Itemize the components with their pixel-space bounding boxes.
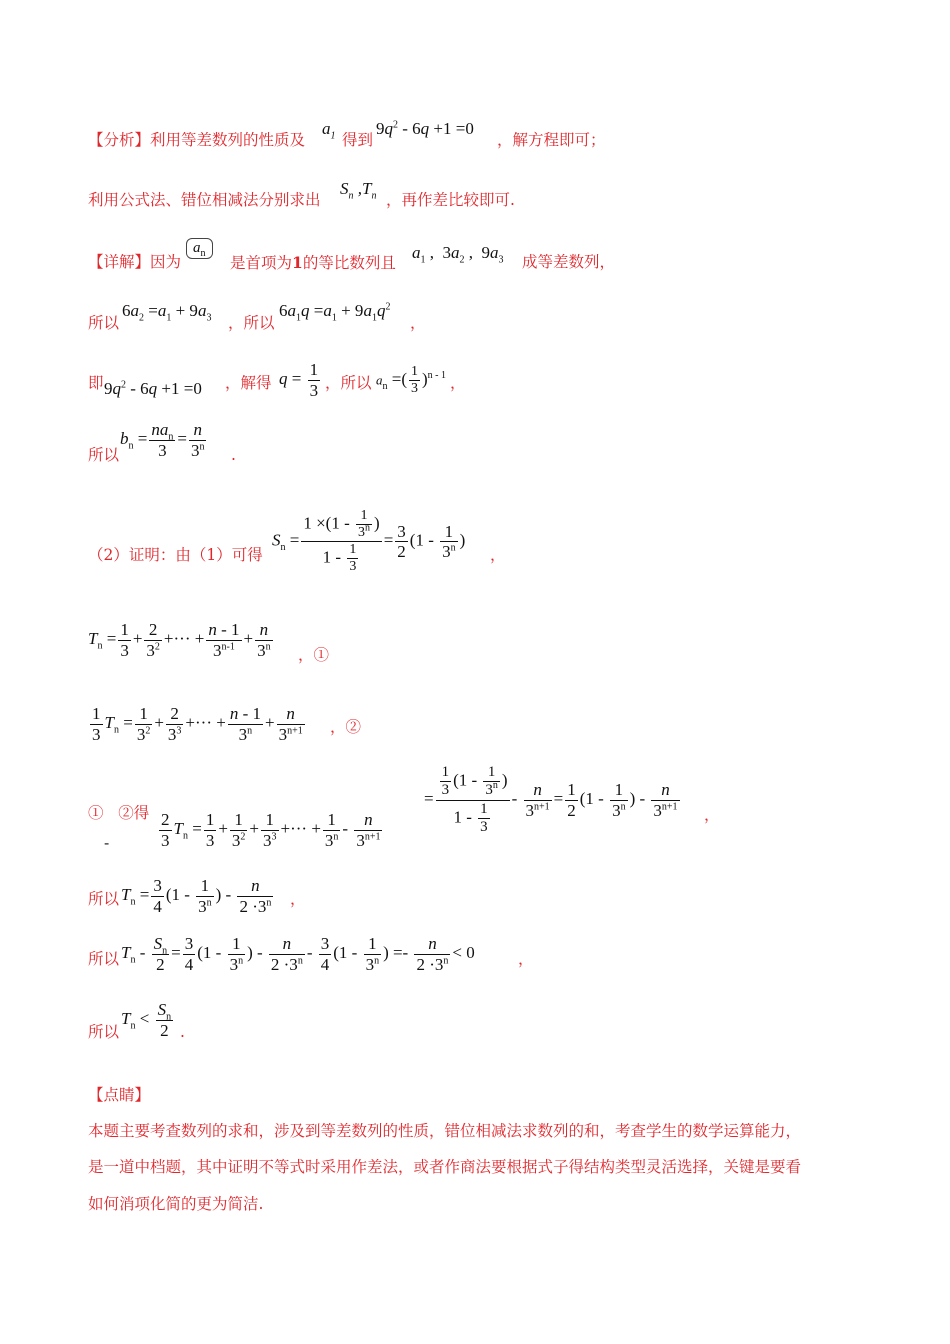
analysis-text-c: ，解方程即可；	[497, 131, 606, 149]
math-quadratic-2: $9q^2 - 6q +1 =0$	[104, 379, 202, 398]
math-sn-tn: $S_n$ $,T_n$	[340, 179, 377, 202]
review-p1: 本题主要考查数列的求和，涉及到等差数列的性质，错位相减法求数列的和，考查学生的数学运算能力，	[88, 1122, 802, 1140]
analysis-line-1	[88, 133, 305, 149]
suoyi-1: 所以	[88, 314, 120, 332]
circle-1: ，①	[298, 646, 330, 664]
math-sn: $S_n$ = 1 ×(1 - $\frac{1}{3^n}$ ) 1 - $\frac{1}{3}$ = $\frac{3}{2}$ (1 - $\frac{1}{3^n}$ )	[272, 508, 466, 575]
comma-3: ，	[490, 546, 506, 564]
period-1: .	[231, 446, 236, 464]
analysis-text-d: ，再作差比较即可.	[386, 191, 515, 209]
math-conclusion: $T_n$ < $\frac{S_n}{2}$	[121, 1000, 172, 1040]
suoyi-4: 所以	[88, 446, 120, 464]
suoyi-6: 所以	[88, 950, 120, 968]
math-third-tn: $\frac{1}{3}$ $T_n$ = $\frac{1}{3^2}$ + $\frac{2}{3^3}$ +··· + $\frac{n - 1}{3^n}$ + $\frac{n}{3^{n+1}}$	[92, 704, 303, 744]
jiede-label: ，解得	[225, 374, 272, 392]
detail-line-1-b: 是首项为1的等比数列且	[230, 253, 396, 272]
math-eq-1: $6a_2 =a_1 + 9a_3$	[122, 301, 212, 324]
math-tn: $T_n$ = $\frac{1}{3}$ + $\frac{2}{3^2}$ +··· + $\frac{n - 1}{3^{n-1}}$ + $\frac{n}{3^n}$	[88, 620, 271, 660]
math-tn-result: $T_n$ = $\frac{3}{4}$ (1 - $\frac{1}{3^n}$ ) - $\frac{n}{2 \cdot 3^n}$	[121, 876, 272, 916]
math-difference: $T_n$ - $\frac{S_n}{2}$ = $\frac{3}{4}$ (1 - $\frac{1}{3^n}$ ) - $\frac{n}{2 \cdot 3^n}$ - $\frac{3}{4}$ (1 - $\frac{1}{3^n}$ ) =- $\frac{n}{2 \cdot 3^n}$ < 0	[121, 934, 475, 974]
analysis-line-2: 利用公式法、错位相减法分别求出	[88, 191, 321, 209]
minus-dash: -	[104, 834, 110, 852]
math-a1: $a_1$	[322, 119, 336, 142]
math-two-thirds-tn-result: = $\frac{1}{3}$ (1 - $\frac{1}{3^n}$ ) 1 - $\frac{1}{3}$ - $\frac{n}{3^{n+1}}$ = $\frac{1}{2}$ (1 - $\frac{1}{3^n}$ ) - $\frac{n}{3^{n+1}}$	[424, 764, 678, 835]
comma-5: ，	[290, 890, 306, 908]
analysis-text-b: 得到	[342, 131, 374, 149]
review-tag: 【点睛】	[88, 1086, 151, 1104]
period-2: .	[180, 1023, 185, 1041]
math-q-value: q = $\frac{1}{3}$	[279, 360, 319, 400]
math-seq-an: $a_n$	[186, 238, 213, 259]
ji-label: 即	[88, 374, 104, 392]
minus-label: ① ②得	[88, 804, 150, 822]
review-p2: 是一道中档题，其中证明不等式时采用作差法，或者作商法要根据式子得结构类型灵活选择，关键是要看	[88, 1158, 802, 1176]
comma-6: ，	[518, 950, 534, 968]
detail-text-a: 因为	[150, 253, 182, 271]
suoyi-2: ，所以	[228, 314, 275, 332]
comma-4: ，	[704, 806, 720, 824]
comma-2: ，	[450, 374, 466, 392]
suoyi-5: 所以	[88, 890, 120, 908]
analysis-tag: 【分析】	[88, 131, 151, 149]
math-eq-2: $6a_1q =a_1 + 9a_1q^2$	[279, 301, 391, 324]
math-an: $a_n$ =( $\frac{1}{3}$ )$^{n - 1}$	[376, 364, 447, 397]
review-p3: 如何消项化简的更为简洁.	[88, 1195, 264, 1213]
detail-text-d: 成等差数列，	[522, 253, 616, 271]
detail-tag: 【详解】	[88, 253, 151, 271]
suoyi-3: ，所以	[325, 374, 372, 392]
suoyi-7: 所以	[88, 1023, 120, 1041]
math-two-thirds-tn: $\frac{2}{3}$ $T_n$ = $\frac{1}{3}$ + $\frac{1}{3^2}$ + $\frac{1}{3^3}$ +··· + $\frac{1}{3^n}$ - $\frac{n}{3^{n+1}}$	[161, 810, 381, 850]
part2-label: （2）证明：由（1）可得	[88, 546, 263, 564]
comma-1: ，	[410, 314, 426, 332]
math-quadratic-1: $9q^2 - 6q +1 =0$	[376, 119, 474, 138]
math-bn: $b_n$ = $\frac{na_n}{3}$ = $\frac{n}{3^n}$	[120, 420, 205, 460]
detail-line-1	[88, 255, 181, 271]
circle-2: ，②	[330, 718, 362, 736]
analysis-text-a: 利用等差数列的性质及	[150, 131, 306, 149]
math-terms: $a_1$ , $3a_2$ , $9a_3$	[412, 243, 504, 266]
